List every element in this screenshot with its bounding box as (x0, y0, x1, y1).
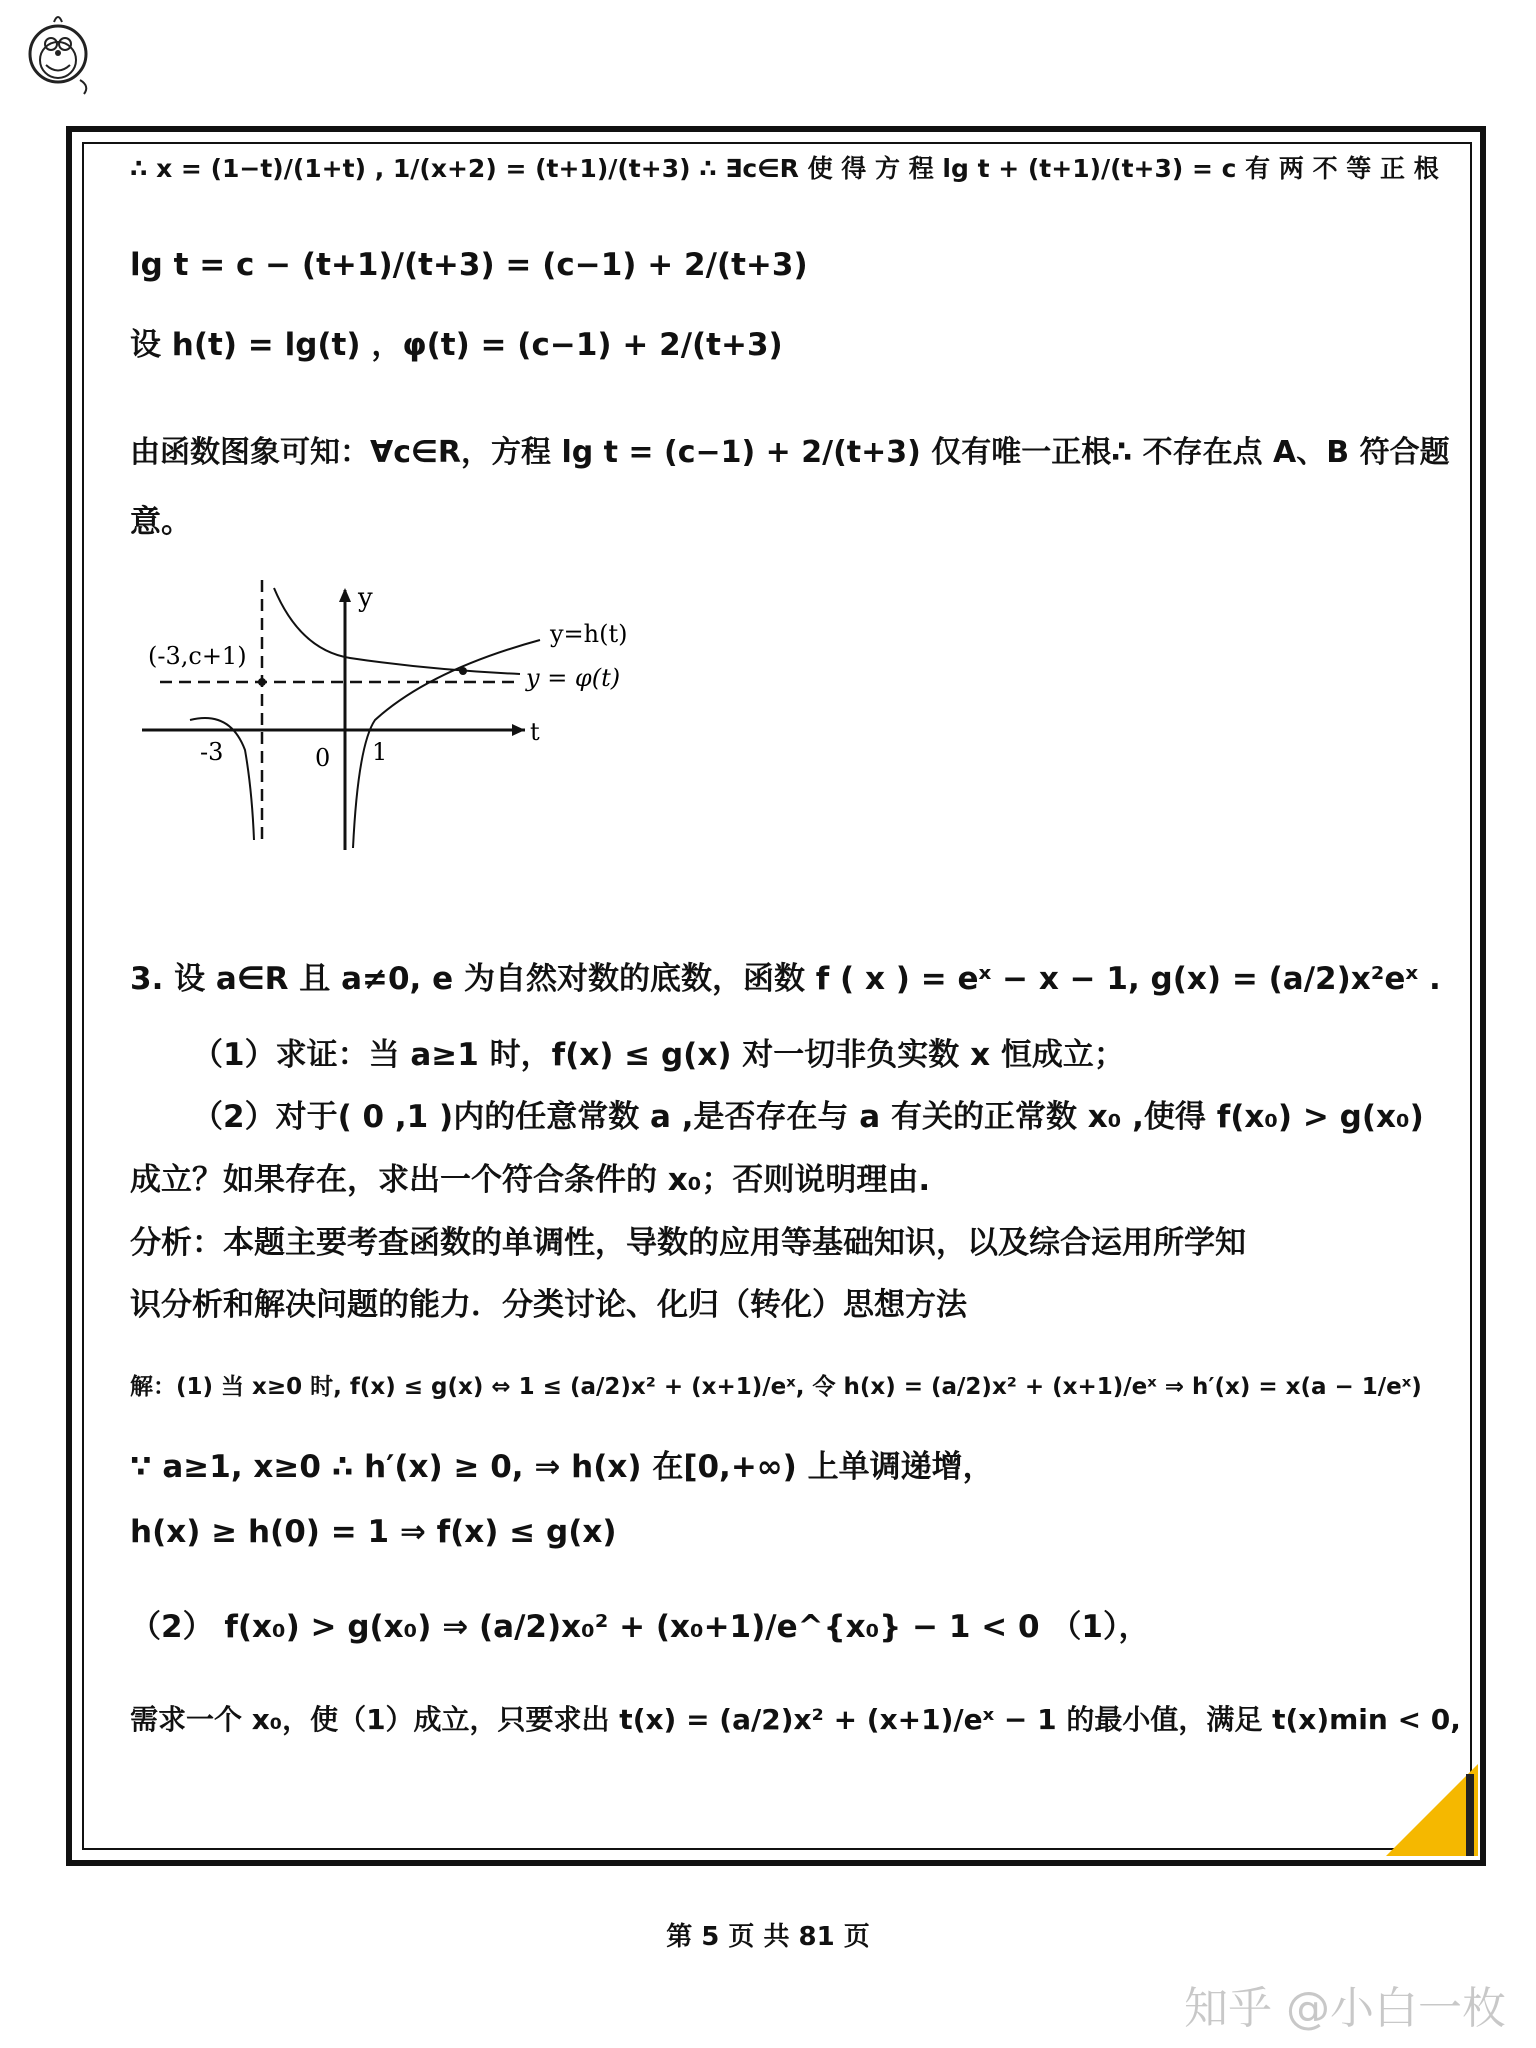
curve-phi-right (274, 588, 520, 674)
point-neg3-c-plus-1 (258, 678, 266, 686)
text-line-l7: （1）求证：当 a≥1 时，f(x) ≤ g(x) 对一切非负实数 x 恒成立； (192, 1037, 1125, 1073)
text-line-l11: 识分析和解决问题的能力．分类讨论、化归（转化）思想方法 (130, 1287, 967, 1323)
t-axis-label: t (530, 718, 540, 746)
text-line-l15: （2） f(x₀) > g(x₀) ⇒ (a/2)x₀² + (x₀+1)/e^{x₀} − 1 < 0 （1）， (130, 1609, 1150, 1645)
function-graph (130, 570, 650, 860)
point-label: (-3,c+1) (148, 642, 247, 670)
text-line-l8: （2）对于( 0 ,1 )内的任意常数 a ,是否存在与 a 有关的正常数 x₀ ,使得 f(x₀) > g(x₀) (192, 1099, 1424, 1135)
doraemon-logo-icon (18, 10, 98, 100)
text-line-l5: 意。 (130, 504, 192, 540)
curve-h-label: y=h(t) (550, 620, 628, 648)
curve-phi-left (190, 718, 254, 840)
tick-neg3: -3 (200, 738, 224, 766)
text-line-l16: 需求一个 x₀，使（1）成立，只要求出 t(x) = (a/2)x² + (x+1)/eˣ − 1 的最小值，满足 t(x)min < 0, (130, 1703, 1461, 1736)
text-line-l4: 由函数图象可知：∀c∈R，方程 lg t = (c−1) + 2/(t+3) 仅有唯一正根∴ 不存在点 A、B 符合题 (130, 435, 1450, 470)
text-line-l1: ∴ x = (1−t)/(1+t) , 1/(x+2) = (t+1)/(t+3) ∴ ∃c∈R 使 得 方 程 lg t + (t+1)/(t+3) = c 有 两 不 等 正 根 (130, 154, 1439, 183)
text-line-l2: lg t = c − (t+1)/(t+3) = (c−1) + 2/(t+3) (130, 247, 808, 283)
text-line-l12: 解：(1) 当 x≥0 时, f(x) ≤ g(x) ⇔ 1 ≤ (a/2)x² + (x+1)/eˣ, 令 h(x) = (a/2)x² + (x+1)/eˣ ⇒ h′(x) = x(a − 1/eˣ) (130, 1374, 1422, 1400)
text-line-l10: 分析：本题主要考查函数的单调性，导数的应用等基础知识，以及综合运用所学知 (130, 1225, 1246, 1261)
tick-1: 1 (372, 738, 388, 766)
y-axis-label: y (358, 583, 373, 613)
zhihu-watermark: 知乎 @小白一枚 (1184, 1983, 1506, 2034)
text-line-l14: h(x) ≥ h(0) = 1 ⇒ f(x) ≤ g(x) (130, 1514, 617, 1550)
intersection-point (459, 667, 467, 675)
curve-phi-label: y = φ(t) (526, 664, 621, 692)
text-line-l9: 成立？如果存在，求出一个符合条件的 x₀；否则说明理由. (130, 1162, 931, 1198)
text-line-l13: ∵ a≥1, x≥0 ∴ h′(x) ≥ 0, ⇒ h(x) 在[0,+∞) 上单调递增， (130, 1449, 994, 1485)
text-line-l3: 设 h(t) = lg(t) ，φ(t) = (c−1) + 2/(t+3) (130, 327, 783, 363)
text-line-l6: 3. 设 a∈R 且 a≠0, e 为自然对数的底数，函数 f ( x ) = eˣ − x − 1, g(x) = (a/2)x²eˣ . (130, 961, 1441, 997)
page-number-footer: 第 5 页 共 81 页 (666, 1922, 870, 1952)
corner-triangle-decoration (1386, 1764, 1478, 1856)
tick-0: 0 (315, 744, 331, 772)
